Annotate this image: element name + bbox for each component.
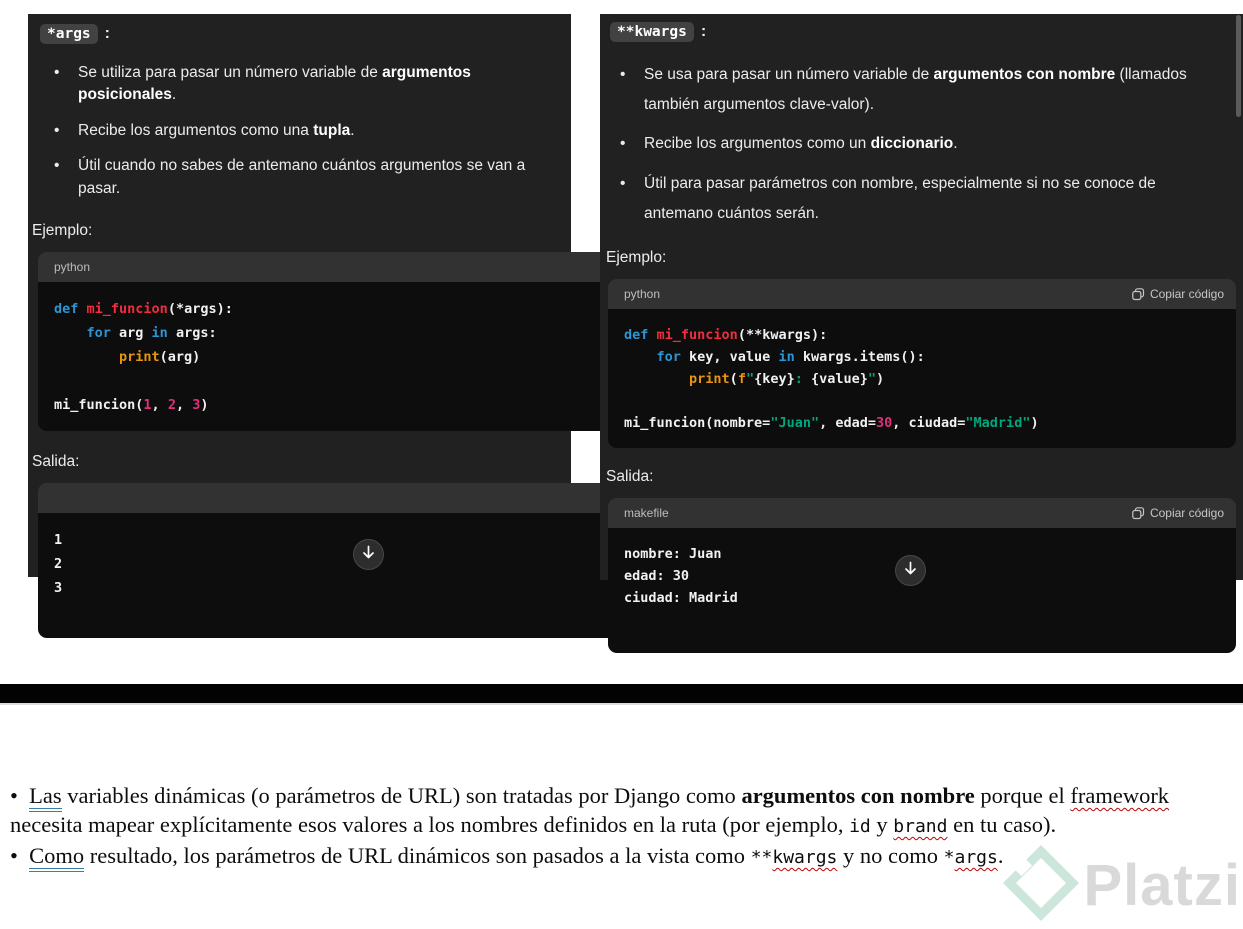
kwargs-chip-suffix: : bbox=[700, 23, 707, 40]
kwargs-code-body: def mi_funcion(**kwargs): for key, value in kwargs.items(): print(f"{key}: {value}") mi_funcion(nombre="Juan", edad=30, ciudad="Madrid") bbox=[608, 309, 1236, 448]
kwargs-code-block bbox=[608, 279, 1236, 448]
args-output-body: 1 2 3 bbox=[38, 513, 678, 638]
arrow-down-icon bbox=[903, 561, 918, 581]
arrow-down-icon bbox=[361, 545, 376, 565]
bullet-item: • Útil cuando no sabes de antemano cuántos argumentos se van a pasar. bbox=[52, 155, 561, 200]
args-chip: *args bbox=[40, 24, 98, 44]
args-code-body: def mi_funcion(*args): for arg in args: print(arg) mi_funcion(1, 2, 3) bbox=[38, 282, 678, 431]
doc-paragraph-django-kwargs: • Las variables dinámicas (o parámetros de URL) son tratadas por Django como argumentos con nombre porque el framework necesita mapear explícitamente esos valores a los nombres definidos en la ruta (por ejemplo, id y brand en tu caso). bbox=[10, 783, 1170, 837]
kwargs-example-label: Ejemplo: bbox=[606, 249, 667, 267]
bullet-item: • Se usa para pasar un número variable de argumentos con nombre (llamados también argumentos clave-valor). bbox=[618, 60, 1229, 120]
args-heading bbox=[40, 24, 571, 44]
kwargs-chat-panel bbox=[600, 14, 1243, 607]
bullet-item: • Se utiliza para pasar un número variable de argumentos posicionales. bbox=[52, 62, 561, 107]
scroll-down-button[interactable] bbox=[353, 539, 384, 570]
args-example-label: Ejemplo: bbox=[32, 222, 93, 240]
scrollbar-thumb[interactable] bbox=[1236, 15, 1241, 117]
scroll-down-button[interactable] bbox=[895, 555, 926, 586]
kwargs-output-label: Salida: bbox=[606, 468, 654, 486]
copy-icon bbox=[1132, 288, 1145, 301]
code-language-label: python bbox=[54, 260, 91, 275]
args-code-block bbox=[38, 252, 678, 431]
args-bullet-list bbox=[52, 62, 561, 200]
black-divider-bar bbox=[0, 684, 1243, 705]
bullet-item: • Útil para pasar parámetros con nombre, especialmente si no se conoce de antemano cuántos serán. bbox=[618, 169, 1229, 229]
kwargs-chip: **kwargs bbox=[610, 22, 694, 42]
code-language-label: makefile bbox=[624, 506, 669, 521]
kwargs-heading bbox=[610, 22, 1243, 42]
args-chip-suffix: : bbox=[104, 25, 110, 42]
bullet-item: • Recibe los argumentos como un diccionario. bbox=[618, 129, 1229, 159]
copy-code-button[interactable] bbox=[1132, 506, 1224, 520]
args-output-label: Salida: bbox=[32, 453, 80, 471]
bullet-item: • Recibe los argumentos como una tupla. bbox=[52, 120, 561, 142]
args-chat-panel bbox=[28, 14, 571, 597]
code-language-label: python bbox=[624, 287, 661, 302]
copy-code-button[interactable] bbox=[1132, 287, 1224, 301]
document-text-area bbox=[10, 781, 1237, 872]
platzi-watermark-text: Platzi bbox=[1083, 852, 1241, 918]
args-code-header bbox=[38, 252, 678, 282]
doc-paragraph-url-params: • Como resultado, los parámetros de URL dinámicos son pasados a la vista como **kwargs y no como *args. bbox=[10, 841, 1237, 872]
kwargs-bullet-list bbox=[618, 60, 1229, 229]
kwargs-output-header bbox=[608, 498, 1236, 528]
copy-code-label: Copiar código bbox=[1149, 506, 1224, 521]
kwargs-output-body: nombre: Juan edad: 30 ciudad: Madrid bbox=[608, 528, 1236, 653]
copy-icon bbox=[1132, 507, 1145, 520]
kwargs-code-header bbox=[608, 279, 1236, 309]
copy-code-label: Copiar código bbox=[1149, 287, 1224, 302]
args-output-header bbox=[38, 483, 678, 513]
